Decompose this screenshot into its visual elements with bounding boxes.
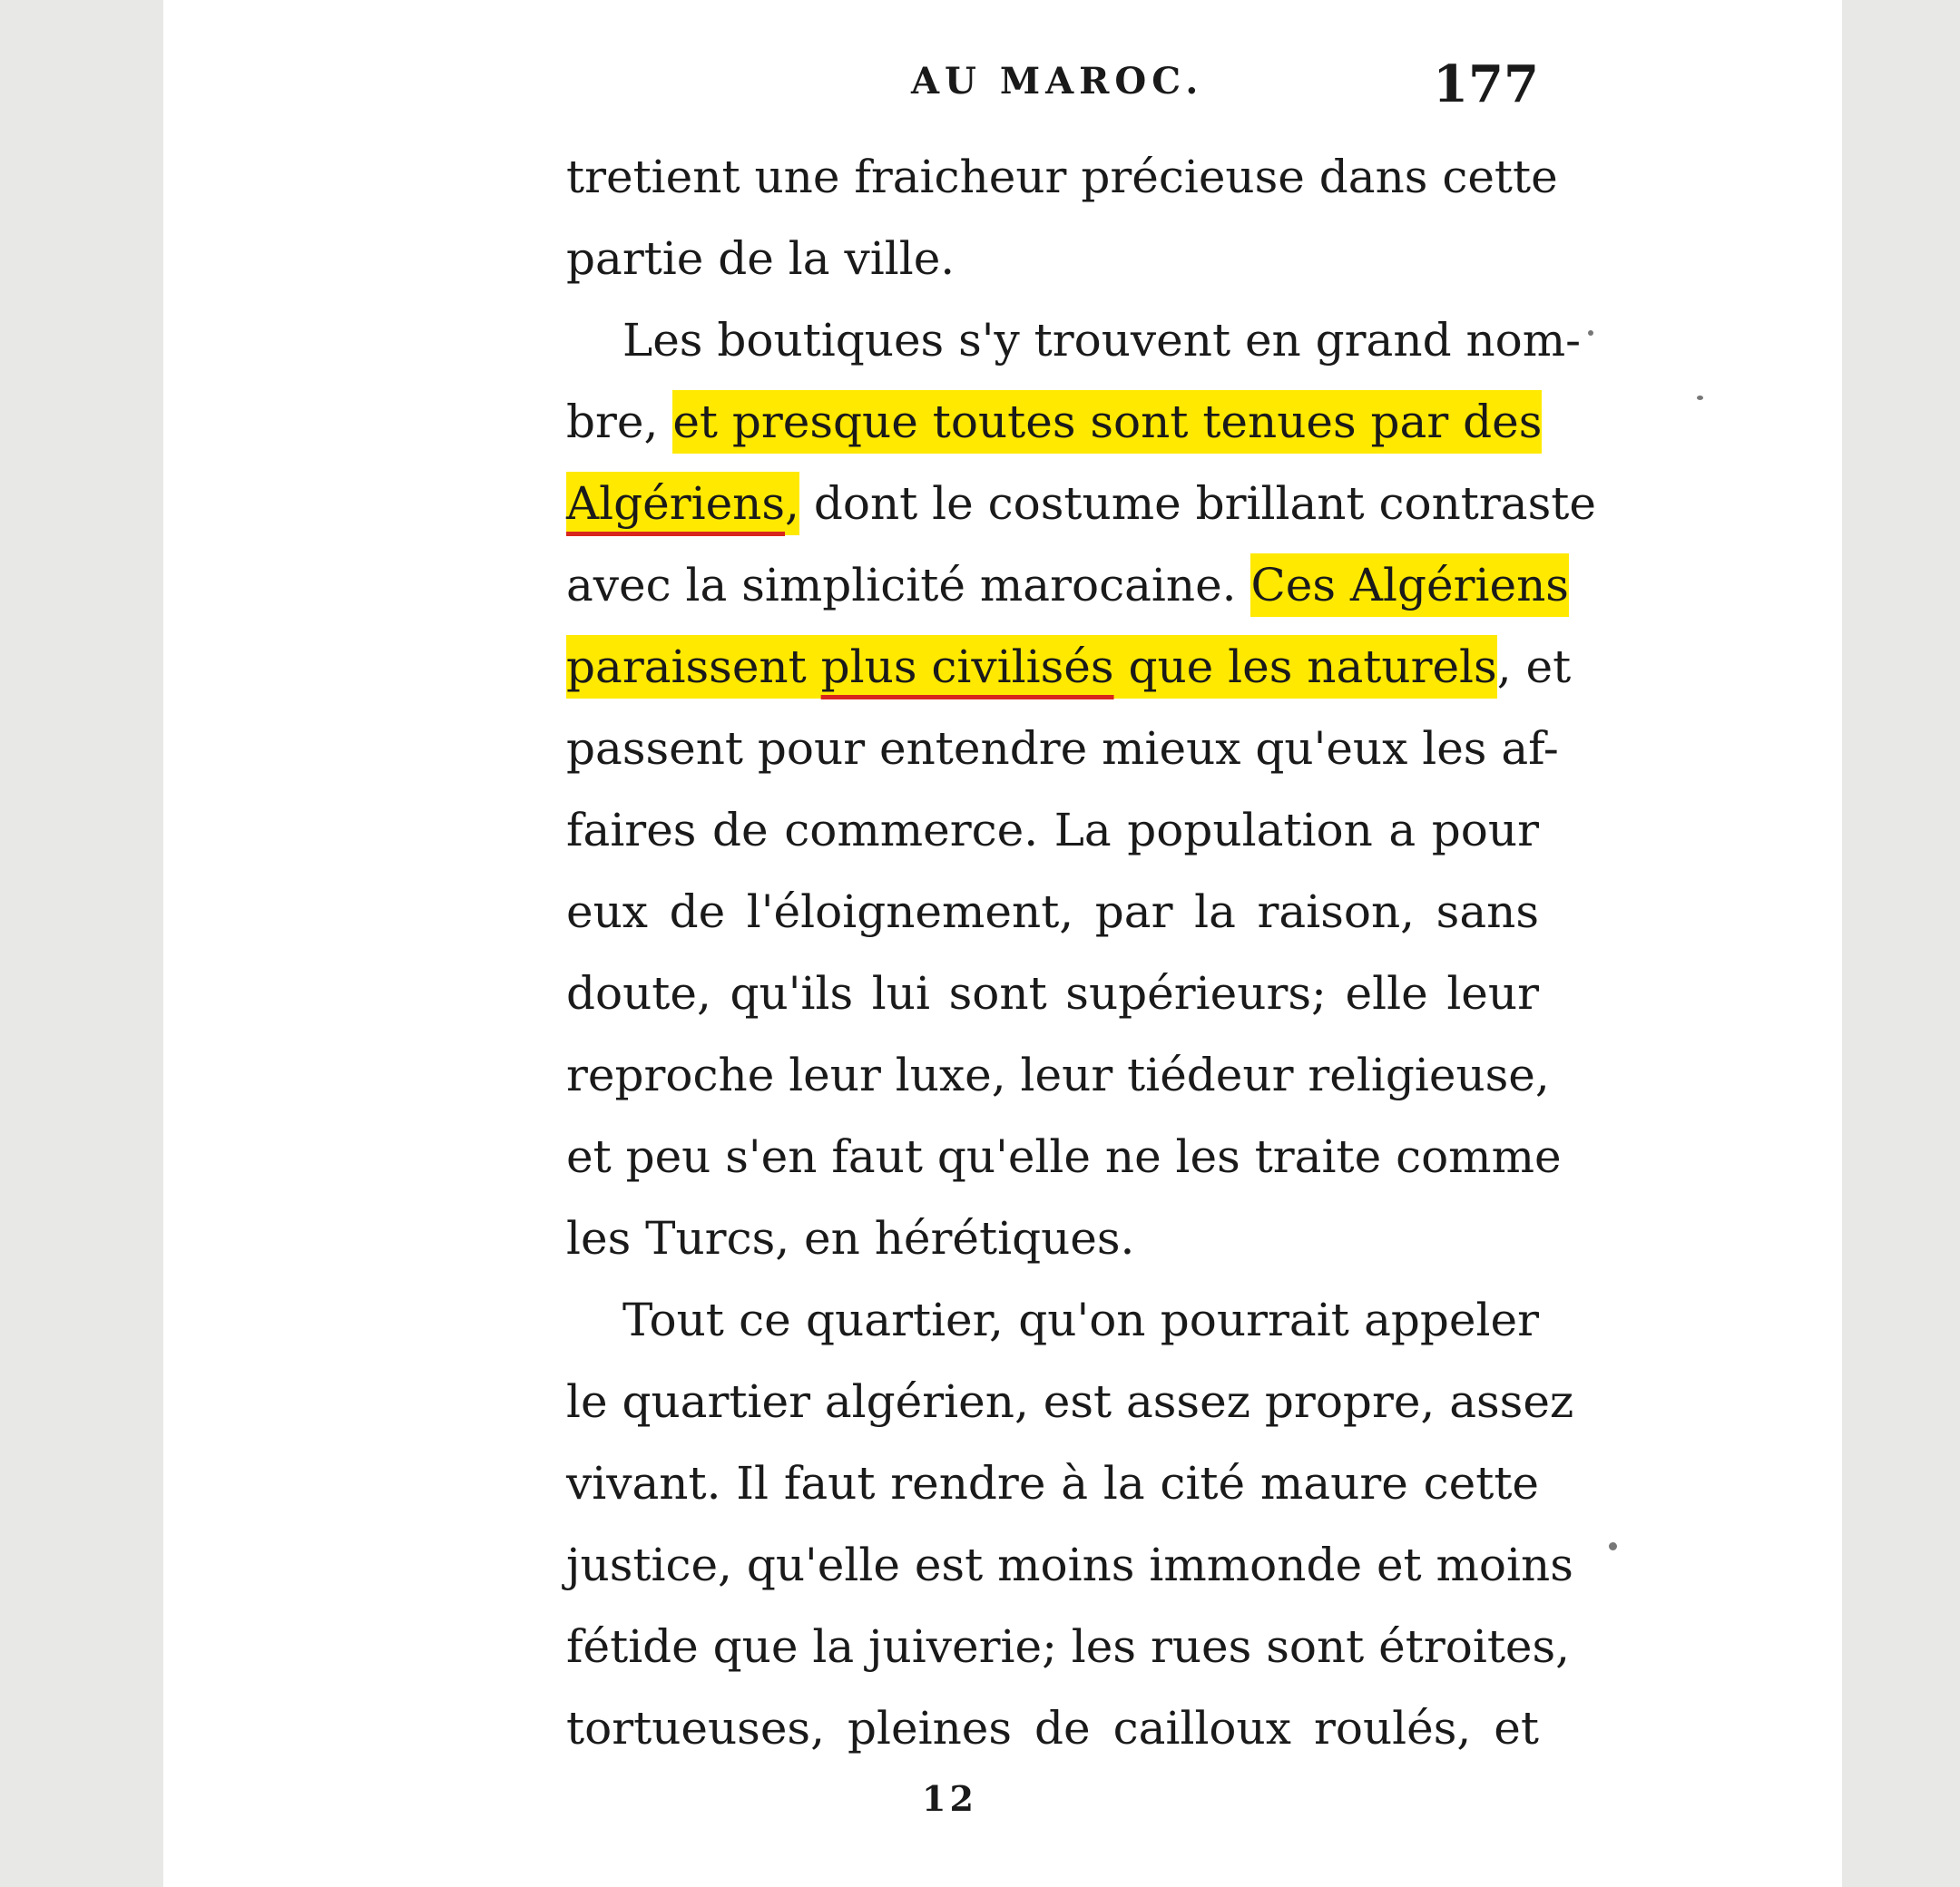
highlighted-text: Ces Algériens [1250, 553, 1568, 617]
page-header [566, 54, 1539, 123]
highlighted-text: et presque toutes sont tenues par des [672, 390, 1542, 454]
highlighted-text [566, 635, 1497, 699]
underlined-text: plus civilisés [820, 640, 1114, 693]
text-line: tretient une fraicheur précieuse dans cette [566, 151, 1558, 203]
signature-mark: 12 [922, 1778, 977, 1819]
paper-speck [1588, 330, 1593, 336]
text-line: passent pour entendre mieux qu'eux les af- [566, 722, 1559, 775]
text-run: que les naturels [1128, 640, 1497, 693]
text-line: fétide que la juiverie; les rues sont étroites, [566, 1620, 1571, 1673]
text-line: et peu s'en faut qu'elle ne les traite comme [566, 1130, 1562, 1183]
text-line [566, 626, 1572, 708]
book-page [163, 0, 1842, 1887]
text-line: Tout ce quartier, qu'on pourrait appeler [622, 1294, 1539, 1346]
text-line: le quartier algérien, est assez propre, assez [566, 1375, 1574, 1428]
text-line: Les boutiques s'y trouvent en grand nom- [622, 314, 1582, 367]
underlined-text: Algériens [566, 477, 786, 530]
page-number: 177 [1433, 54, 1539, 114]
text-line: eux de l'éloignement, par la raison, sans [566, 885, 1539, 938]
body-text [566, 136, 1596, 1769]
text-line [566, 381, 1543, 463]
text-run: dont le costume brillant contraste [813, 477, 1596, 530]
text-run: , [785, 477, 799, 530]
highlighted-text [566, 472, 799, 535]
text-line: vivant. Il faut rendre à la cité maure cette [566, 1457, 1539, 1510]
text-line: les Turcs, en hérétiques. [566, 1212, 1135, 1265]
text-run: paraissent [566, 640, 807, 693]
text-line [566, 544, 1569, 626]
text-line: doute, qu'ils lui sont supérieurs; elle leur [566, 967, 1539, 1020]
paper-speck [1697, 396, 1703, 400]
paper-speck [1609, 1542, 1617, 1550]
text-run: avec la simplicité marocaine. [566, 559, 1237, 611]
text-line: reproche leur luxe, leur tiédeur religieuse, [566, 1049, 1550, 1101]
text-run: bre, [566, 396, 659, 448]
text-run: , et [1496, 640, 1572, 693]
text-line: faires de commerce. La population a pour [566, 804, 1539, 856]
text-line: tortueuses, pleines de cailloux roulés, et [566, 1702, 1539, 1755]
running-title: AU MAROC. [911, 60, 1204, 103]
text-line: justice, qu'elle est moins immonde et moins [566, 1539, 1573, 1591]
text-line: partie de la ville. [566, 232, 956, 285]
text-line [566, 463, 1596, 544]
